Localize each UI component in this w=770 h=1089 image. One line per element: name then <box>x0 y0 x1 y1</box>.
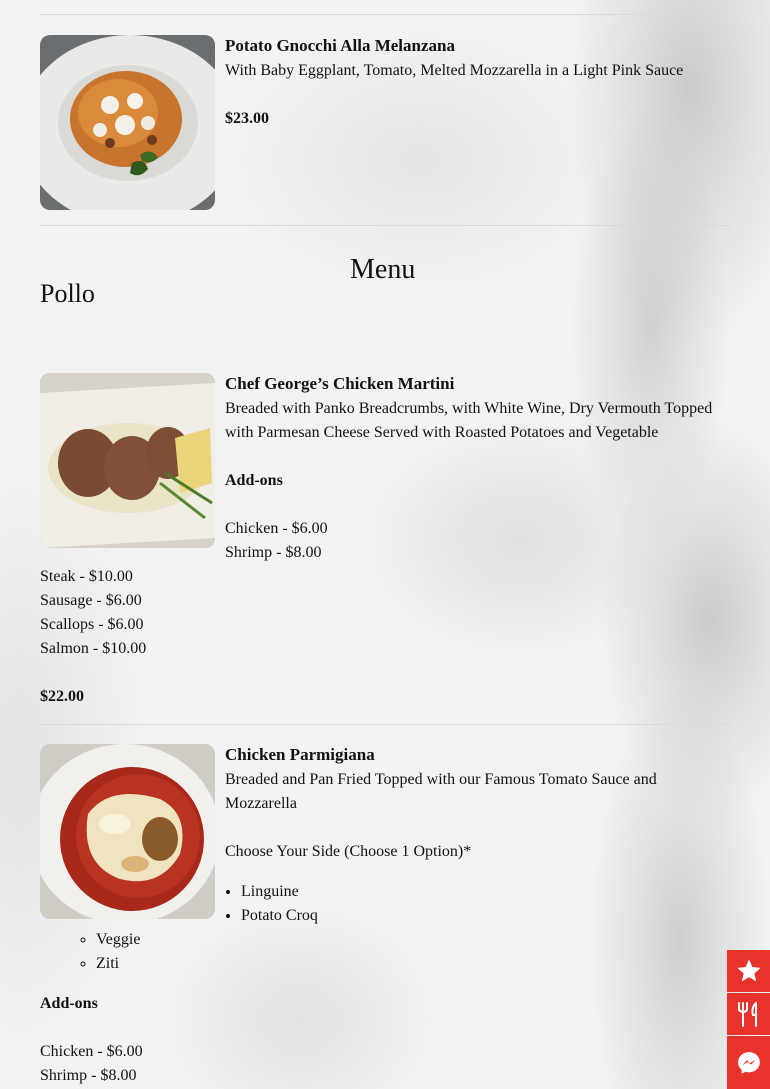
addon-option: Steak - $10.00 <box>40 568 133 585</box>
item-description: Breaded and Pan Fried Topped with our Famous Tomato Sauce and Mozzarella <box>225 771 657 812</box>
addon-option: Shrimp - $8.00 <box>40 1067 137 1084</box>
side-option[interactable]: ◦ Ziti <box>96 952 140 976</box>
messenger-icon <box>736 1050 762 1076</box>
addon-option: Chicken - $6.00 <box>225 520 328 537</box>
side-prompt: Choose Your Side (Choose 1 Option)* <box>225 843 472 860</box>
side-options-list <box>225 880 318 928</box>
item-title: Chicken Parmigiana <box>225 745 375 764</box>
addon-option: Chicken - $6.00 <box>40 1043 143 1060</box>
side-options-list <box>80 928 140 976</box>
addon-option: Salmon - $10.00 <box>40 640 147 657</box>
addon-option: Shrimp - $8.00 <box>225 544 322 561</box>
reviews-button[interactable] <box>727 950 770 992</box>
side-option[interactable]: • Linguine <box>241 880 318 904</box>
addons-label: Add-ons <box>40 995 98 1012</box>
side-option[interactable]: • Potato Croq <box>241 904 318 928</box>
item-divider <box>40 724 730 725</box>
item-divider <box>40 225 730 226</box>
gnocchi-photo[interactable] <box>40 35 215 210</box>
side-option[interactable]: ◦ Veggie <box>96 928 140 952</box>
item-price: $23.00 <box>225 110 269 127</box>
item-divider <box>40 14 730 15</box>
item-description: With Baby Eggplant, Tomato, Melted Mozzarella in a Light Pink Sauce <box>225 62 684 79</box>
utensils-icon <box>736 1000 762 1028</box>
item-title: Potato Gnocchi Alla Melanzana <box>225 36 455 55</box>
section-title: Pollo <box>40 279 95 308</box>
chicken-martini-photo[interactable] <box>40 373 215 548</box>
addons-label: Add-ons <box>225 472 283 489</box>
chicken-parmigiana-photo[interactable] <box>40 744 215 919</box>
item-title: Chef George’s Chicken Martini <box>225 374 455 393</box>
messenger-button[interactable] <box>727 1036 770 1089</box>
addon-option: Scallops - $6.00 <box>40 616 144 633</box>
item-price: $22.00 <box>40 688 84 705</box>
addon-option: Sausage - $6.00 <box>40 592 142 609</box>
item-description: Breaded with Panko Breadcrumbs, with White Wine, Dry Vermouth Topped with Parmesan Cheese Served with Roasted Potatoes and Vegetable <box>225 400 713 441</box>
star-icon <box>735 957 763 985</box>
menu-button[interactable] <box>727 993 770 1035</box>
menu-heading: Menu <box>350 254 416 285</box>
